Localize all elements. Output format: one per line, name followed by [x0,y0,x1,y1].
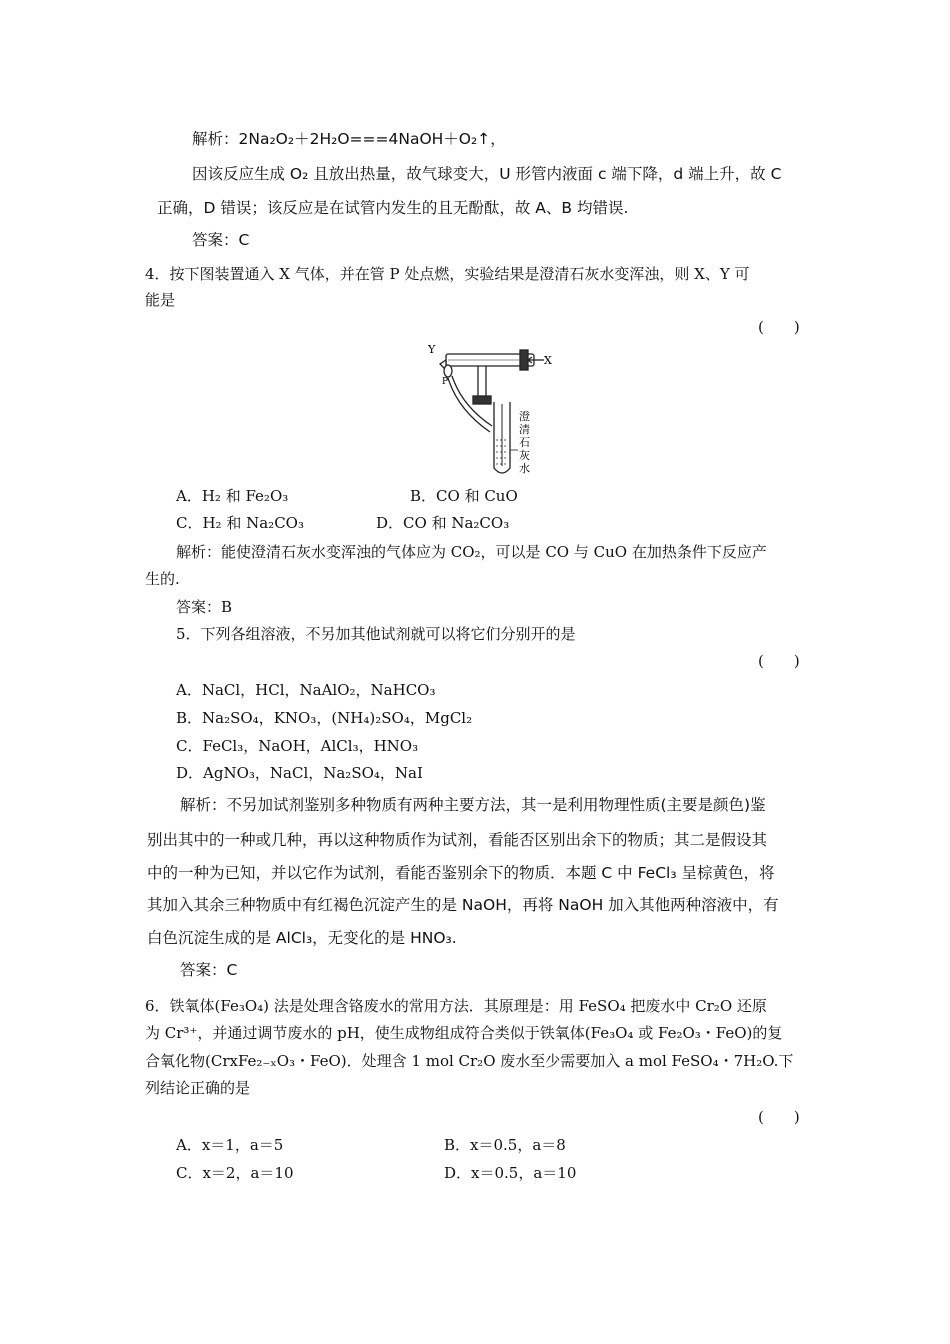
q3-answer: 答案：C [192,231,250,249]
q5-analysis-line4: 其加入其余三种物质中有红褐色沉淀产生的是 NaOH，再将 NaOH 加入其他两种溶液中，有 [147,896,779,914]
q4-apparatus-figure [428,340,568,480]
q4-analysis-line2: 生的. [145,570,180,588]
q5-stem: 5．下列各组溶液，不另加其他试剂就可以将它们分别开的是 [176,625,576,643]
q6-stem-line2: 为 Cr³⁺，并通过调节废水的 pH，使生成物组成符合类似于铁氧体(Fe₃O₄ 或 Fe₂O₃・FeO)的复 [145,1024,783,1042]
q5-option-d: D．AgNO₃，NaCl，Na₂SO₄，NaI [176,764,423,782]
solution-char: 水 [519,462,530,475]
q5-option-a: A．NaCl，HCl，NaAlO₂，NaHCO₃ [176,681,436,699]
q6-option-a: A．x＝1，a＝5 [176,1136,284,1154]
q6-stem-line1: 6．铁氧体(Fe₃O₄) 法是处理含铬废水的常用方法．其原理是：用 FeSO₄ 把废水中 Cr₂O 还原 [145,997,767,1015]
tube-stopper [473,396,491,404]
q4-option-c: C．H₂ 和 Na₂CO₃ [176,514,304,532]
q3-equation-line [192,129,506,149]
label-p: P [442,377,449,387]
q4-option-d: D．CO 和 Na₂CO₃ [376,514,510,532]
q3-analysis-label: 解析： [192,130,239,148]
q5-analysis-line2: 别出其中的一种或几种，再以这种物质作为试剂，看能否区别出余下的物质；其二是假设其 [147,831,768,849]
q4-option-a: A．H₂ 和 Fe₂O₃ [176,487,289,505]
q5-analysis-line5: 白色沉淀生成的是 AlCl₃，无变化的是 HNO₃. [147,929,457,947]
q5-option-c: C．FeCl₃，NaOH，AlCl₃，HNO₃ [176,737,419,755]
q5-answer-bracket: ( ) [758,652,800,670]
q6-stem-line3: 合氧化物(CrxFe₂₋ₓO₃・FeO)．处理含 1 mol Cr₂O 废水至少需要加入 a mol FeSO₄・7H₂O.下 [145,1052,794,1070]
q5-analysis-line1: 解析：不另加试剂鉴别多种物质有两种主要方法，其一是利用物理性质(主要是颜色)鉴 [180,796,766,814]
label-y: Y [428,343,436,356]
q4-stem-line2: 能是 [145,291,176,309]
q5-analysis-line3: 中的一种为已知，并以它作为试剂，看能否鉴别余下的物质．本题 C 中 FeCl₃ 呈棕黄色，将 [147,864,775,882]
q3-analysis-line1: 因该反应生成 O₂ 且放出热量，故气球变大，U 形管内液面 c 端下降，d 端上升，故 C [192,165,782,183]
q5-answer: 答案：C [180,961,238,979]
q4-option-b: B．CO 和 CuO [410,487,518,505]
q3-analysis-line2: 正确，D 错误；该反应是在试管内发生的且无酚酞，故 A、B 均错误. [157,199,629,217]
solution-char: 清 [519,423,530,436]
q4-answer: 答案：B [176,598,233,616]
right-stopper [520,350,528,370]
q4-stem-line1: 4．按下图装置通入 X 气体，并在管 P 处点燃，实验结果是澄清石灰水变浑浊，则 X、Y 可 [145,265,750,283]
solution-char: 澄 [519,410,530,423]
solution-char: 灰 [519,449,530,462]
label-x: X [544,354,552,367]
q6-option-c: C．x＝2，a＝10 [176,1164,294,1182]
q6-stem-line4: 列结论正确的是 [145,1079,251,1097]
q4-analysis-line1: 解析：能使澄清石灰水变浑浊的气体应为 CO₂，可以是 CO 与 CuO 在加热条件下反应产 [176,543,767,561]
q4-answer-bracket: ( ) [758,318,800,336]
solution-char: 石 [519,436,530,449]
q6-option-b: B．x＝0.5，a＝8 [444,1136,566,1154]
q6-option-d: D．x＝0.5，a＝10 [444,1164,577,1182]
q5-option-b: B．Na₂SO₄，KNO₃，(NH₄)₂SO₄，MgCl₂ [176,709,473,727]
q6-answer-bracket: ( ) [758,1108,800,1126]
q3-equation: 2Na₂O₂＋2H₂O===4NaOH＋O₂↑， [238,130,506,148]
